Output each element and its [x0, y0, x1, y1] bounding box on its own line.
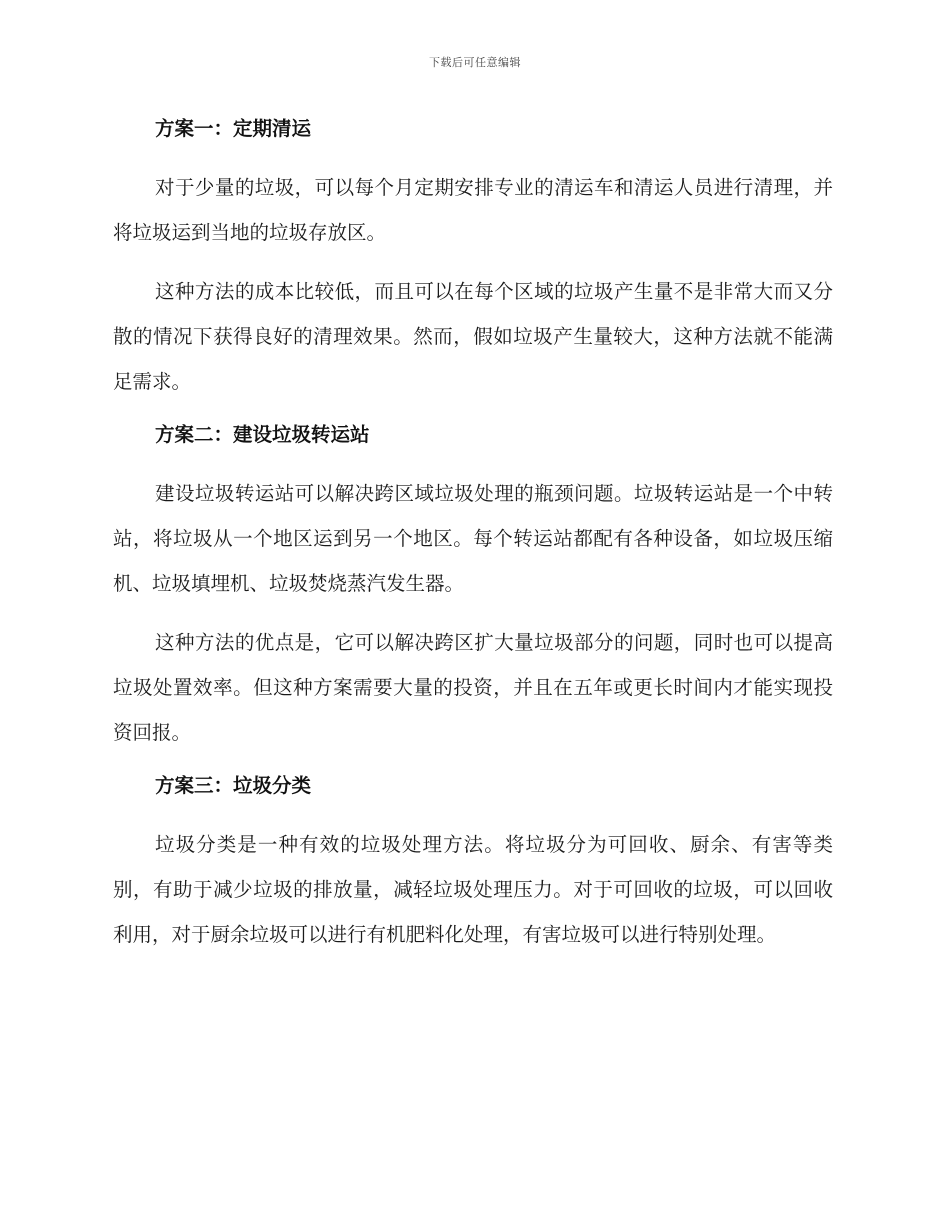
paragraph: 建设垃圾转运站可以解决跨区域垃圾处理的瓶颈问题。垃圾转运站是一个中转站，将垃圾从一个地区运到另一个地区。每个转运站都配有各种设备，如垃圾压缩机、垃圾填埋机、垃圾焚烧蒸汽发生器。: [113, 482, 833, 595]
section-title-plan-3: 方案三：垃圾分类: [155, 774, 312, 797]
section-title-plan-2: 方案二：建设垃圾转运站: [155, 423, 370, 446]
section-title-plan-1: 方案一：定期清运: [155, 117, 312, 140]
paragraph: 这种方法的成本比较低，而且可以在每个区域的垃圾产生量不是非常大而又分散的情况下获得良好的清理效果。然而，假如垃圾产生量较大，这种方法就不能满足需求。: [113, 280, 833, 393]
paragraph: 这种方法的优点是，它可以解决跨区扩大量垃圾部分的问题，同时也可以提高垃圾处置效率。但这种方案需要大量的投资，并且在五年或更长时间内才能实现投资回报。: [113, 631, 833, 744]
document-body: [113, 112, 833, 971]
paragraph: 垃圾分类是一种有效的垃圾处理方法。将垃圾分为可回收、厨余、有害等类别，有助于减少垃圾的排放量，减轻垃圾处理压力。对于可回收的垃圾，可以回收利用，对于厨余垃圾可以进行有机肥料化处理，有害垃圾可以进行特别处理。: [113, 833, 833, 946]
paragraph: 对于少量的垃圾，可以每个月定期安排专业的清运车和清运人员进行清理，并将垃圾运到当地的垃圾存放区。: [113, 176, 833, 244]
header-note: 下载后可任意编辑: [429, 56, 521, 69]
